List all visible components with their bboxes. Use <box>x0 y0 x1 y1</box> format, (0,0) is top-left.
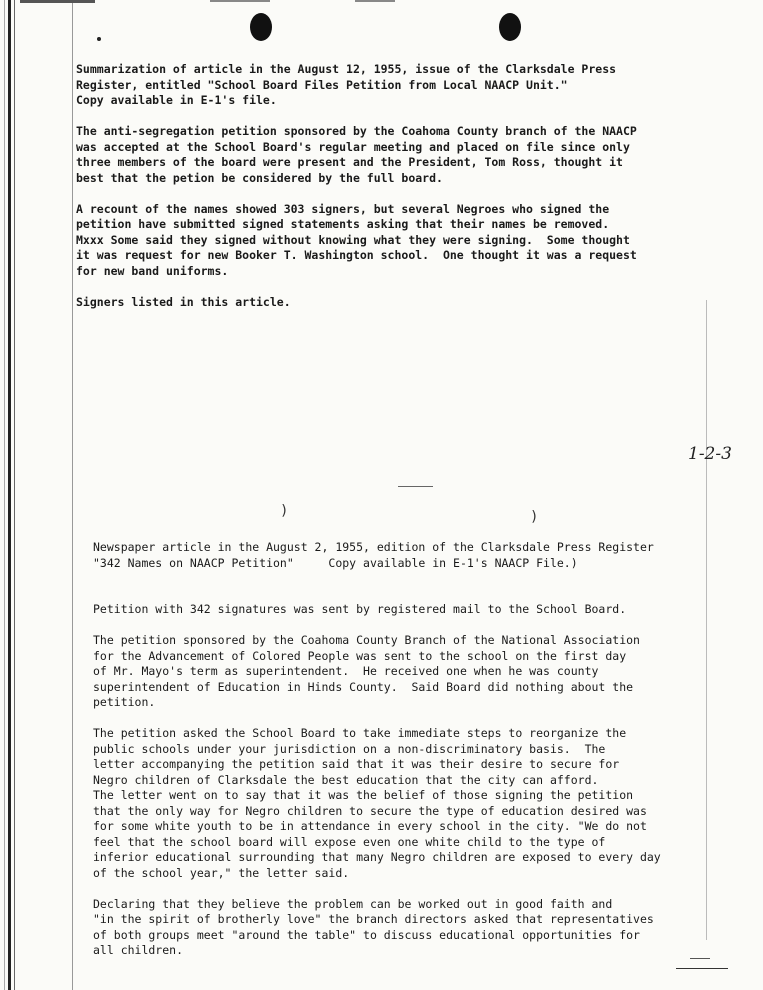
section2-line: for some white youth to be in attendance in every school in the city. "We do not <box>93 819 647 833</box>
punch-hole-right <box>499 13 521 41</box>
punch-hole-left <box>250 13 272 41</box>
section1-line: Register, entitled "School Board Files Petition from Local NAACP Unit." <box>76 77 568 92</box>
section1-line <box>76 109 637 125</box>
section1-line: best that the petion be considered by the full board. <box>76 170 443 185</box>
section2-line: inferior educational surrounding that many Negro children are exposed to every day <box>93 850 661 864</box>
section1-text <box>76 62 637 310</box>
section1-line: Mxxx Some said they signed without knowing what they were signing. Some thought <box>76 232 630 247</box>
section2-line <box>93 711 661 727</box>
margin-rule-right <box>706 300 707 940</box>
section2-line: superintendent of Education in Hinds County. Said Board did nothing about the <box>93 679 634 694</box>
stray-dot <box>97 37 101 41</box>
top-scan-streak <box>20 0 95 3</box>
section1-line: was accepted at the School Board's regular meeting and placed on file since only <box>76 139 630 154</box>
section1-line: it was request for new Booker T. Washington school. One thought it was a request <box>76 248 637 262</box>
section2-line <box>93 587 661 603</box>
section2-line <box>93 571 661 587</box>
top-scan-streak-3 <box>355 0 395 2</box>
left-scan-edge-thin-2 <box>4 0 5 990</box>
section2-text <box>93 540 661 959</box>
bottom-scribble-2 <box>690 958 710 959</box>
section2-line: "in the spirit of brotherly love" the branch directors asked that representatives <box>93 912 654 926</box>
section2-line: of Mr. Mayo's term as superintendent. He received one when he was county <box>93 664 599 678</box>
section1-line: Copy available in E-1's file. <box>76 93 277 107</box>
section2-line: that the only way for Negro children to secure the type of education desired was <box>93 803 647 818</box>
section1-line: petition have submitted signed statements asking that their names be removed. <box>76 217 610 231</box>
section2-line: letter accompanying the petition said that it was their desire to secure for <box>93 757 620 771</box>
section1-line <box>76 186 637 202</box>
section2-line: Newspaper article in the August 2, 1955, edition of the Clarksdale Press Register <box>93 540 654 554</box>
section1-line: The anti-segregation petition sponsored by the Coahoma County branch of the NAACP <box>76 124 637 138</box>
section1-line: Signers listed in this article. <box>76 294 291 309</box>
section2-line: for the Advancement of Colored People was sent to the school on the first day <box>93 648 627 663</box>
section2-line: The petition asked the School Board to take immediate steps to reorganize the <box>93 726 627 740</box>
handwritten-page-mark: 1-2-3 <box>688 444 732 464</box>
section1-line: A recount of the names showed 303 signers, but several Negroes who signed the <box>76 201 610 216</box>
section2-line: feel that the school board will expose even one white child to the type of <box>93 834 606 849</box>
section2-line <box>93 881 661 897</box>
section1-line: for new band uniforms. <box>76 263 229 278</box>
section2-line: of both groups meet "around the table" to discuss educational opportunities for <box>93 927 640 942</box>
section2-line: Declaring that they believe the problem can be worked out in good faith and <box>93 896 613 911</box>
section2-line: Negro children of Clarksdale the best education that the city can afford. <box>93 772 599 787</box>
section2-line: public schools under your jurisdiction on a non-discriminatory basis. The <box>93 741 606 756</box>
section2-line: The petition sponsored by the Coahoma County Branch of the National Association <box>93 633 640 647</box>
separator-dash <box>398 486 433 487</box>
margin-rule-left <box>72 0 73 990</box>
section2-line: "342 Names on NAACP Petition" Copy available in E-1's NAACP File.) <box>93 555 578 570</box>
section1-line <box>76 279 637 295</box>
left-scan-edge <box>8 0 11 990</box>
separator-paren-left: ) <box>280 503 289 519</box>
section2-line <box>93 618 661 634</box>
section2-line: petition. <box>93 695 156 709</box>
section1-line: three members of the board were present and the President, Tom Ross, thought it <box>76 155 623 169</box>
section2-line: of the school year," the letter said. <box>93 865 350 880</box>
top-scan-streak-2 <box>210 0 270 2</box>
section1-line: Summarization of article in the August 12, 1955, issue of the Clarksdale Press <box>76 62 617 76</box>
bottom-scribble <box>676 968 728 969</box>
section2-line: Petition with 342 signatures was sent by registered mail to the School Board. <box>93 602 627 616</box>
left-scan-edge-thin <box>14 0 15 990</box>
section2-line: all children. <box>93 943 184 957</box>
section2-line: The letter went on to say that it was the belief of those signing the petition <box>93 788 634 802</box>
separator-paren-right: ) <box>530 509 539 525</box>
